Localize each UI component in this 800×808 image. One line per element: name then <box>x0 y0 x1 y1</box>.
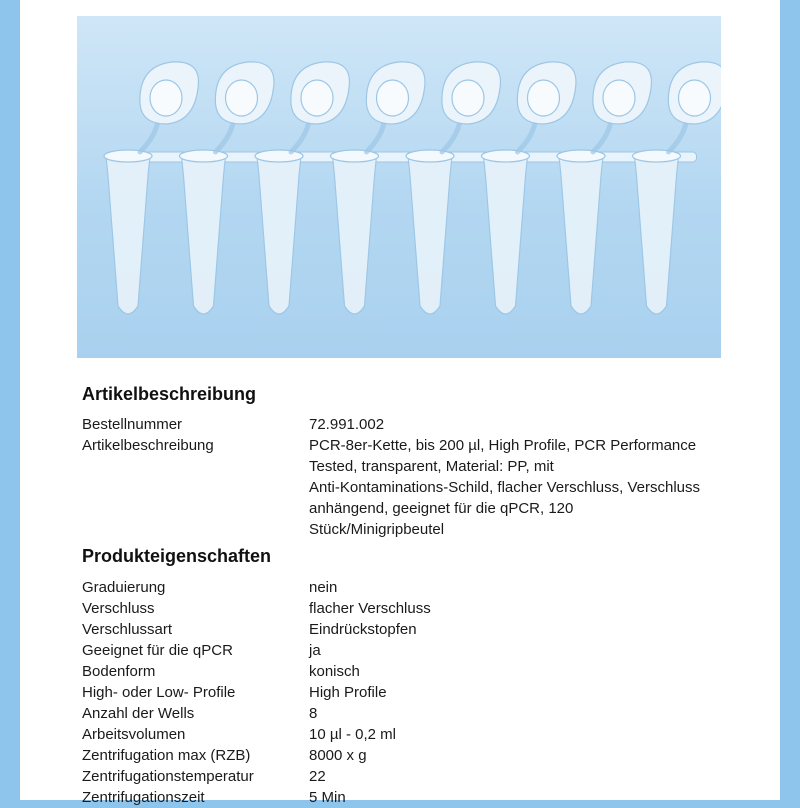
spec-label: Bodenform <box>82 663 156 680</box>
spec-value: 8000 x g <box>309 747 367 764</box>
spec-label: Zentrifugation max (RZB) <box>82 747 251 764</box>
tube-rim <box>331 150 379 162</box>
spec-value <box>309 435 739 540</box>
spec-value: ja <box>309 642 321 659</box>
product-sheet <box>20 0 780 806</box>
spec-label: Zentrifugationszeit <box>82 789 205 806</box>
tube-body <box>484 156 528 314</box>
cap-plug <box>603 80 635 116</box>
spec-value: konisch <box>309 663 360 680</box>
tube-body <box>635 156 679 314</box>
spec-label: Verschluss <box>82 600 155 617</box>
spec-value: 22 <box>309 768 326 785</box>
tube-rim <box>557 150 605 162</box>
tube-rim <box>104 150 152 162</box>
section-heading-description: Artikelbeschreibung <box>82 384 257 404</box>
cap-plug <box>226 80 258 116</box>
tube-body <box>106 156 150 314</box>
spec-label: Artikelbeschreibung <box>82 437 214 454</box>
spec-label: Arbeitsvolumen <box>82 726 186 743</box>
spec-label: Verschlussart <box>82 621 173 638</box>
tube-hinge <box>140 120 158 152</box>
spec-label: Graduierung <box>82 579 166 596</box>
tube-body <box>559 156 603 314</box>
spec-value: High Profile <box>309 684 387 701</box>
pcr-tube-strip-illustration <box>77 16 721 358</box>
cap-plug <box>528 80 560 116</box>
tube-body <box>333 156 377 314</box>
tube-rim <box>406 150 454 162</box>
description-line: Tested, transparent, Material: PP, mit <box>309 458 554 475</box>
tube-rim <box>255 150 303 162</box>
spec-value: Eindrückstopfen <box>309 621 417 638</box>
tube-hinge <box>593 120 611 152</box>
spec-value: nein <box>309 579 338 596</box>
description-line: PCR-8er-Kette, bis 200 µl, High Profile, PCR Performance <box>309 437 697 454</box>
section-heading-properties: Produkteigenschaften <box>82 546 272 566</box>
cap-plug <box>377 80 409 116</box>
description-line: Stück/Minigripbeutel <box>309 521 445 538</box>
description-line: Anti-Kontaminations-Schild, flacher Verschluss, Verschluss <box>309 479 701 496</box>
tube-body <box>408 156 452 314</box>
tube-body <box>257 156 301 314</box>
tube-rim <box>633 150 681 162</box>
spec-value: 72.991.002 <box>309 416 385 433</box>
tube-rim <box>482 150 530 162</box>
tube-hinge <box>669 120 687 152</box>
tube-hinge <box>367 120 385 152</box>
tube-hinge <box>518 120 536 152</box>
spec-label: Anzahl der Wells <box>82 705 195 722</box>
cap-plug <box>150 80 182 116</box>
description-line: anhängend, geeignet für die qPCR, 120 <box>309 500 574 517</box>
product-photo <box>77 16 721 358</box>
spec-label: High- oder Low- Profile <box>82 684 236 701</box>
tube-hinge <box>216 120 234 152</box>
cap-plug <box>679 80 711 116</box>
cap-plug <box>301 80 333 116</box>
cap-plug <box>452 80 484 116</box>
spec-value: 8 <box>309 705 318 722</box>
spec-value: flacher Verschluss <box>309 600 431 617</box>
spec-label: Zentrifugationstemperatur <box>82 768 254 785</box>
tube-body <box>182 156 226 314</box>
tube-hinge <box>442 120 460 152</box>
spec-value: 10 µl - 0,2 ml <box>309 726 397 743</box>
spec-label: Bestellnummer <box>82 416 183 433</box>
spec-label: Geeignet für die qPCR <box>82 642 233 659</box>
tube-rim <box>180 150 228 162</box>
tube-hinge <box>291 120 309 152</box>
spec-value: 5 Min <box>309 789 346 806</box>
